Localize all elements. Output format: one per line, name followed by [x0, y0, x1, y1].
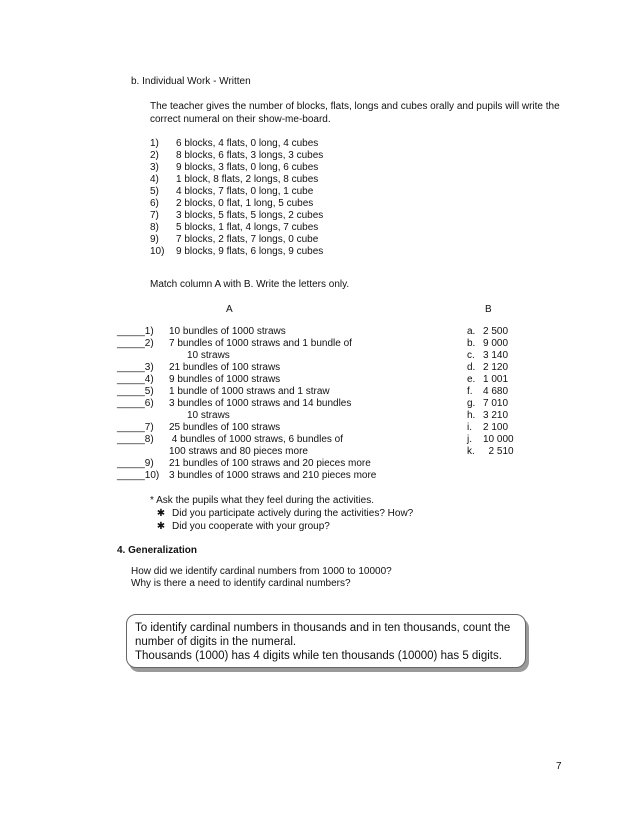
list-item-text: 8 blocks, 6 flats, 3 longs, 3 cubes — [176, 150, 324, 161]
column-b-list — [467, 326, 514, 458]
column-b-item — [467, 386, 514, 398]
column-b-value: 4 680 — [483, 386, 509, 397]
column-a-text: 100 straws and 80 pieces more — [169, 446, 308, 457]
column-b-value: 2 510 — [483, 446, 514, 457]
answer-blank — [117, 350, 169, 362]
match-instruction: Match column A with B. Write the letters only. — [150, 279, 350, 290]
column-a-item — [117, 350, 376, 362]
column-b-letter: h. — [467, 410, 476, 421]
answer-blank: _____4) — [117, 374, 154, 385]
column-b-value: 10 000 — [483, 434, 514, 445]
column-b-item — [467, 446, 514, 458]
column-b-item — [467, 350, 514, 362]
list-item-text: 3 blocks, 5 flats, 5 longs, 2 cubes — [176, 210, 324, 221]
column-b-letter: g. — [467, 398, 476, 409]
list-item — [150, 174, 323, 186]
column-a-text: 21 bundles of 100 straws and 20 pieces more — [169, 458, 371, 469]
column-b-value: 9 000 — [483, 338, 509, 349]
list-item-text: 9 blocks, 9 flats, 6 longs, 9 cubes — [176, 246, 324, 257]
list-item — [150, 162, 323, 174]
column-b-item — [467, 410, 514, 422]
column-a-item — [117, 410, 376, 422]
column-b-item — [467, 422, 514, 434]
column-b-letter: e. — [467, 374, 476, 385]
activity-lead: * Ask the pupils what they feel during the activities. — [150, 495, 375, 506]
list-item-number: 7) — [150, 210, 159, 221]
blocks-list — [150, 138, 323, 258]
page-number: 7 — [556, 761, 562, 772]
answer-blank: _____5) — [117, 386, 154, 397]
list-item-number: 6) — [150, 198, 159, 209]
column-b-value: 2 500 — [483, 326, 509, 337]
column-a-text: 10 straws — [187, 350, 230, 361]
column-b-letter: b. — [467, 338, 476, 349]
answer-blank: _____8) — [117, 434, 154, 445]
answer-blank — [117, 410, 169, 422]
column-a-item — [117, 338, 376, 350]
column-a-text: 7 bundles of 1000 straws and 1 bundle of — [169, 338, 352, 349]
intro-paragraph: The teacher gives the number of blocks, flats, longs and cubes orally and pupils will write the correct numeral on their show-me-board. — [150, 101, 560, 125]
summary-text — [135, 621, 510, 663]
column-a-item — [117, 386, 376, 398]
column-a-item — [117, 446, 376, 458]
column-a-text: 25 bundles of 100 straws — [169, 422, 281, 433]
column-b-item — [467, 374, 514, 386]
list-item-number: 4) — [150, 174, 159, 185]
column-b-value: 7 010 — [483, 398, 509, 409]
summary-line: Thousands (1000) has 4 digits while ten thousands (10000) has 5 digits. — [135, 650, 502, 662]
column-a-item — [117, 470, 376, 482]
column-b-value: 2 120 — [483, 362, 509, 373]
answer-blank — [117, 446, 169, 458]
list-item-number: 3) — [150, 162, 159, 173]
list-item — [150, 234, 323, 246]
column-a-list — [117, 326, 376, 482]
generalization-questions — [131, 566, 392, 590]
column-a-item — [117, 422, 376, 434]
column-b-letter: a. — [467, 326, 476, 337]
column-a-text: 21 bundles of 100 straws — [169, 362, 281, 373]
column-b-value: 1 001 — [483, 374, 509, 385]
answer-blank: _____6) — [117, 398, 154, 409]
list-item-text: 2 blocks, 0 flat, 1 long, 5 cubes — [176, 198, 314, 209]
column-a-header: A — [226, 304, 233, 315]
section-b-heading: b. Individual Work - Written — [131, 76, 251, 87]
column-b-letter: d. — [467, 362, 476, 373]
list-item-number: 9) — [150, 234, 159, 245]
column-b-letter: k. — [467, 446, 475, 457]
column-b-item — [467, 434, 514, 446]
column-a-item — [117, 362, 376, 374]
activity-item — [150, 521, 413, 534]
column-b-letter: c. — [467, 350, 475, 361]
column-a-item — [117, 326, 376, 338]
activity-item-text: Did you participate actively during the activities? How? — [172, 508, 414, 519]
list-item — [150, 222, 323, 234]
list-item-number: 10) — [150, 246, 165, 257]
column-a-text: 1 bundle of 1000 straws and 1 straw — [169, 386, 330, 397]
list-item-number: 8) — [150, 222, 159, 233]
list-item-number: 1) — [150, 138, 159, 149]
column-a-text: 3 bundles of 1000 straws and 210 pieces more — [169, 470, 377, 481]
column-b-value: 3 140 — [483, 350, 509, 361]
list-item-text: 7 blocks, 2 flats, 7 longs, 0 cube — [176, 234, 319, 245]
activity-item — [150, 508, 413, 521]
column-b-item — [467, 398, 514, 410]
asterisk-icon: ✱ — [156, 521, 166, 532]
column-a-item — [117, 434, 376, 446]
column-b-letter: j. — [467, 434, 472, 445]
summary-line: number of digits in the numeral. — [135, 636, 297, 648]
answer-blank: _____10) — [117, 470, 160, 481]
column-a-text: 3 bundles of 1000 straws and 14 bundles — [169, 398, 352, 409]
column-b-header: B — [485, 304, 492, 315]
list-item-text: 4 blocks, 7 flats, 0 long, 1 cube — [176, 186, 314, 197]
column-b-item — [467, 326, 514, 338]
answer-blank: _____7) — [117, 422, 154, 433]
list-item-text: 9 blocks, 3 flats, 0 long, 6 cubes — [176, 162, 319, 173]
generalization-title: 4. Generalization — [117, 545, 198, 556]
answer-blank: _____1) — [117, 326, 154, 337]
list-item — [150, 198, 323, 210]
activity-item-text: Did you cooperate with your group? — [172, 521, 330, 532]
column-a-text: 4 bundles of 1000 straws, 6 bundles of — [169, 434, 344, 445]
column-a-text: 10 straws — [187, 410, 230, 421]
answer-blank: _____9) — [117, 458, 154, 469]
column-b-letter: f. — [467, 386, 473, 397]
activity-questions — [150, 495, 413, 534]
answer-blank: _____3) — [117, 362, 154, 373]
answer-blank: _____2) — [117, 338, 154, 349]
list-item-text: 6 blocks, 4 flats, 0 long, 4 cubes — [176, 138, 319, 149]
column-a-item — [117, 398, 376, 410]
list-item — [150, 210, 323, 222]
column-b-item — [467, 362, 514, 374]
column-b-value: 3 210 — [483, 410, 509, 421]
summary-line: To identify cardinal numbers in thousands and in ten thousands, count the — [135, 622, 511, 634]
list-item-number: 5) — [150, 186, 159, 197]
column-a-item — [117, 374, 376, 386]
generalization-question: How did we identify cardinal numbers from 1000 to 10000? — [131, 566, 392, 577]
list-item-number: 2) — [150, 150, 159, 161]
column-b-letter: i. — [467, 422, 472, 433]
column-b-value: 2 100 — [483, 422, 509, 433]
list-item — [150, 138, 323, 150]
summary-box — [126, 614, 526, 668]
list-item-text: 5 blocks, 1 flat, 4 longs, 7 cubes — [176, 222, 319, 233]
list-item — [150, 186, 323, 198]
column-a-item — [117, 458, 376, 470]
asterisk-icon: ✱ — [156, 508, 166, 519]
list-item — [150, 246, 323, 258]
list-item — [150, 150, 323, 162]
column-b-item — [467, 338, 514, 350]
generalization-question: Why is there a need to identify cardinal numbers? — [131, 578, 351, 589]
column-a-text: 10 bundles of 1000 straws — [169, 326, 286, 337]
list-item-text: 1 block, 8 flats, 2 longs, 8 cubes — [176, 174, 319, 185]
column-a-text: 9 bundles of 1000 straws — [169, 374, 281, 385]
